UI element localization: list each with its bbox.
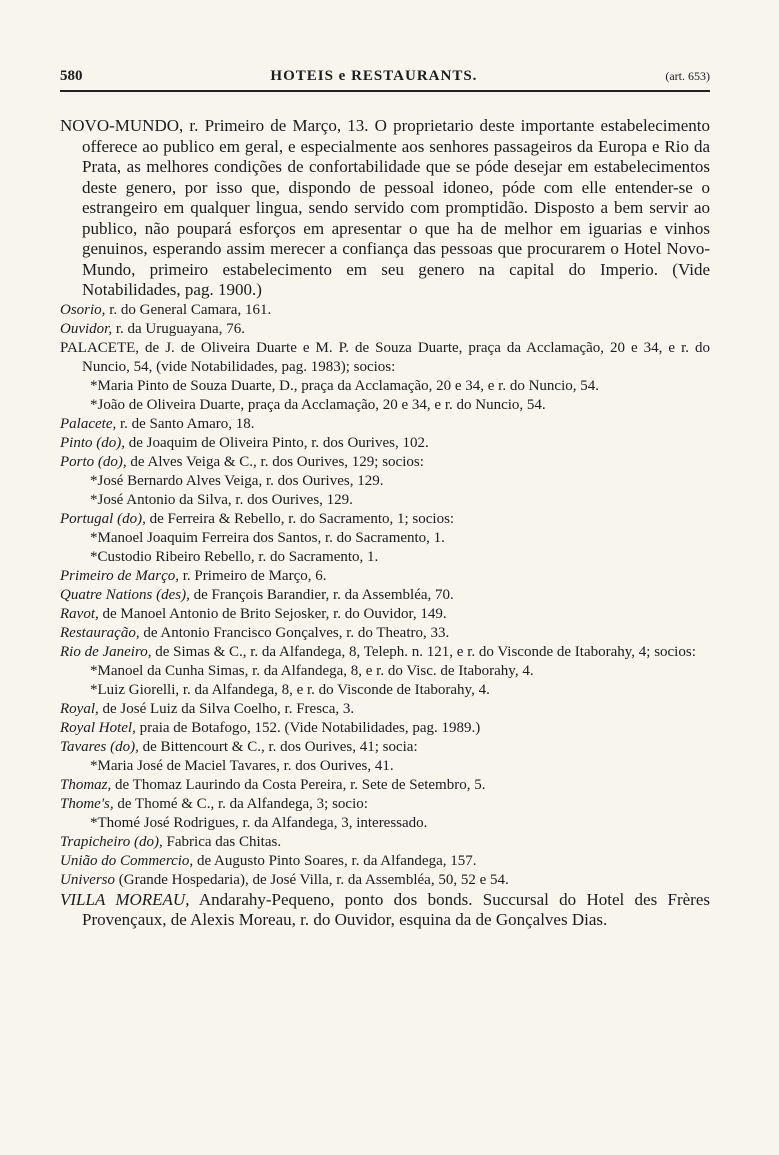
entry-name: Royal,	[60, 700, 99, 717]
directory-entry	[60, 719, 710, 738]
partner-line: *Maria Pinto de Souza Duarte, D., praça da Acclamação, 20 e 34, e r. do Nuncio, 54.	[90, 377, 600, 394]
directory-entry	[60, 415, 710, 434]
entry-name: PALACETE,	[60, 339, 140, 356]
directory-entry	[60, 605, 710, 624]
entry-name: Thome's,	[60, 795, 114, 812]
partner-line: *Custodio Ribeiro Rebello, r. do Sacramento, 1.	[90, 548, 379, 565]
partner-line: *José Antonio da Silva, r. dos Ourives, 129.	[90, 491, 353, 508]
entry-name: Trapicheiro (do),	[60, 833, 163, 850]
directory-entry	[60, 833, 710, 852]
partner-line: *Luiz Giorelli, r. da Alfandega, 8, e r. do Visconde de Itaborahy, 4.	[90, 681, 490, 698]
entry-details: praia de Botafogo, 152. (Vide Notabilidades, pag. 1989.)	[135, 719, 481, 736]
entry-details: de Ferreira & Rebello, r. do Sacramento, 1; socios:	[145, 510, 455, 527]
directory-entry	[60, 510, 710, 529]
entry-name: Portugal (do),	[60, 510, 146, 527]
entry-details: de Thomaz Laurindo da Costa Pereira, r. Sete de Setembro, 5.	[111, 776, 486, 793]
entry-name: União do Commercio,	[60, 852, 194, 869]
entry-name: Porto (do),	[60, 453, 127, 470]
directory-entry	[60, 586, 710, 605]
entry-details: de Antonio Francisco Gonçalves, r. do Theatro, 33.	[139, 624, 450, 641]
entry-details: de Alves Veiga & C., r. dos Ourives, 129; socios:	[126, 453, 424, 470]
entry-name: Thomaz,	[60, 776, 112, 793]
page-header	[60, 66, 710, 92]
entry-name: VILLA MOREAU,	[60, 889, 190, 909]
partner-line: *Manoel da Cunha Simas, r. da Alfandega, 8, e r. do Visc. de Itaborahy, 4.	[90, 662, 534, 679]
entry-name: Royal Hotel,	[60, 719, 136, 736]
partner-line: *Maria José de Maciel Tavares, r. dos Ourives, 41.	[90, 757, 394, 774]
entry-details: de Augusto Pinto Soares, r. da Alfandega, 157.	[193, 852, 477, 869]
entry-name: Palacete,	[60, 415, 117, 432]
directory-entry	[60, 116, 710, 301]
entry-name: Universo	[60, 871, 115, 888]
entry-details: r. do General Camara, 161.	[105, 301, 272, 318]
article-ref: (art. 653)	[665, 69, 710, 83]
entry-name: Ravot,	[60, 605, 99, 622]
directory-page	[60, 66, 710, 931]
partner-line: *Thomé José Rodrigues, r. da Alfandega, 3, interessado.	[90, 814, 428, 831]
partner-line: *José Bernardo Alves Veiga, r. dos Ourives, 129.	[90, 472, 384, 489]
directory-entry	[60, 453, 710, 472]
entry-details: de José Luiz da Silva Coelho, r. Fresca, 3.	[98, 700, 355, 717]
entry-name: Osorio,	[60, 301, 106, 318]
partner-line: *Manoel Joaquim Ferreira dos Santos, r. do Sacramento, 1.	[90, 529, 445, 546]
directory-list	[60, 116, 710, 931]
entry-name: Ouvidor,	[60, 320, 113, 337]
directory-entry	[60, 624, 710, 643]
entry-name: NOVO-MUNDO,	[60, 116, 184, 135]
entry-details: r. Primeiro de Março, 6.	[179, 567, 327, 584]
directory-entry	[60, 852, 710, 871]
entry-details: r. da Uruguayana, 76.	[112, 320, 245, 337]
entry-name: Tavares (do),	[60, 738, 139, 755]
entry-name: Rio de Janeiro,	[60, 643, 152, 660]
directory-entry	[60, 339, 710, 377]
entry-name: Quatre Nations (des),	[60, 586, 190, 603]
entry-details: de Simas & C., r. da Alfandega, 8, Teleph. n. 121, e r. do Visconde de Itaborahy, 4; socios:	[151, 643, 696, 660]
page-title: HOTEIS e RESTAURANTS.	[270, 68, 478, 84]
partner-line: *João de Oliveira Duarte, praça da Acclamação, 20 e 34, e r. do Nuncio, 54.	[90, 396, 546, 413]
page-number: 580	[60, 68, 83, 84]
entry-details: de Manoel Antonio de Brito Sejosker, r. do Ouvidor, 149.	[98, 605, 447, 622]
directory-entry	[60, 795, 710, 814]
entry-details: de Joaquim de Oliveira Pinto, r. dos Ourives, 102.	[125, 434, 429, 451]
entry-details: de Thomé & C., r. da Alfandega, 3; socio:	[113, 795, 368, 812]
directory-entry	[60, 871, 710, 890]
entry-details: de Bittencourt & C., r. dos Ourives, 41; socia:	[138, 738, 418, 755]
entry-details: (Grande Hospedaria), de José Villa, r. da Assembléa, 50, 52 e 54.	[115, 871, 509, 888]
directory-entry	[60, 738, 710, 757]
directory-entry	[60, 700, 710, 719]
entry-details: r. de Santo Amaro, 18.	[116, 415, 255, 432]
directory-entry	[60, 643, 710, 662]
directory-entry	[60, 320, 710, 339]
entry-details: Andarahy-Pequeno, ponto dos bonds. Succursal do Hotel des Frères Provençaux, de Alexis Moreau, r. do Ouvidor, esquina da de Gonçalves Dias.	[82, 889, 710, 929]
entry-details: r. Primeiro de Março, 13. O proprietario deste importante estabelecimento offerece ao publico em geral, e especialmente aos senhores passageiros da Europa e Rio da Prata, as melhores condições de confortabilidade que se póde desejar em estabelecimentos deste genero, por isso que, dispondo de pessoal idoneo, póde com elle entender-se o estrangeiro em qualquer lingua, sendo servido com promptidão. Disposto a bem servir ao publico, não poupará esforços em apresentar o que ha de melhor em iguarias e vinhos genuinos, esperando assim merecer a confiança das pessoas que procurarem o Hotel Novo-Mundo, primeiro estabelecimento em seu genero na capital do Imperio. (Vide Notabilidades, pag. 1900.)	[82, 116, 710, 299]
entry-details: de François Barandier, r. da Assembléa, 70.	[189, 586, 454, 603]
entry-name: Primeiro de Março,	[60, 567, 180, 584]
directory-entry	[60, 890, 710, 931]
directory-entry	[60, 301, 710, 320]
entry-details: Fabrica das Chitas.	[162, 833, 282, 850]
entry-details: de J. de Oliveira Duarte e M. P. de Souza Duarte, praça da Acclamação, 20 e 34, e r. do Nuncio, 54, (vide Notabilidades, pag. 1983); socios:	[82, 339, 710, 375]
directory-entry	[60, 567, 710, 586]
directory-entry	[60, 434, 710, 453]
entry-name: Restauração,	[60, 624, 140, 641]
entry-name: Pinto (do),	[60, 434, 125, 451]
directory-entry	[60, 776, 710, 795]
